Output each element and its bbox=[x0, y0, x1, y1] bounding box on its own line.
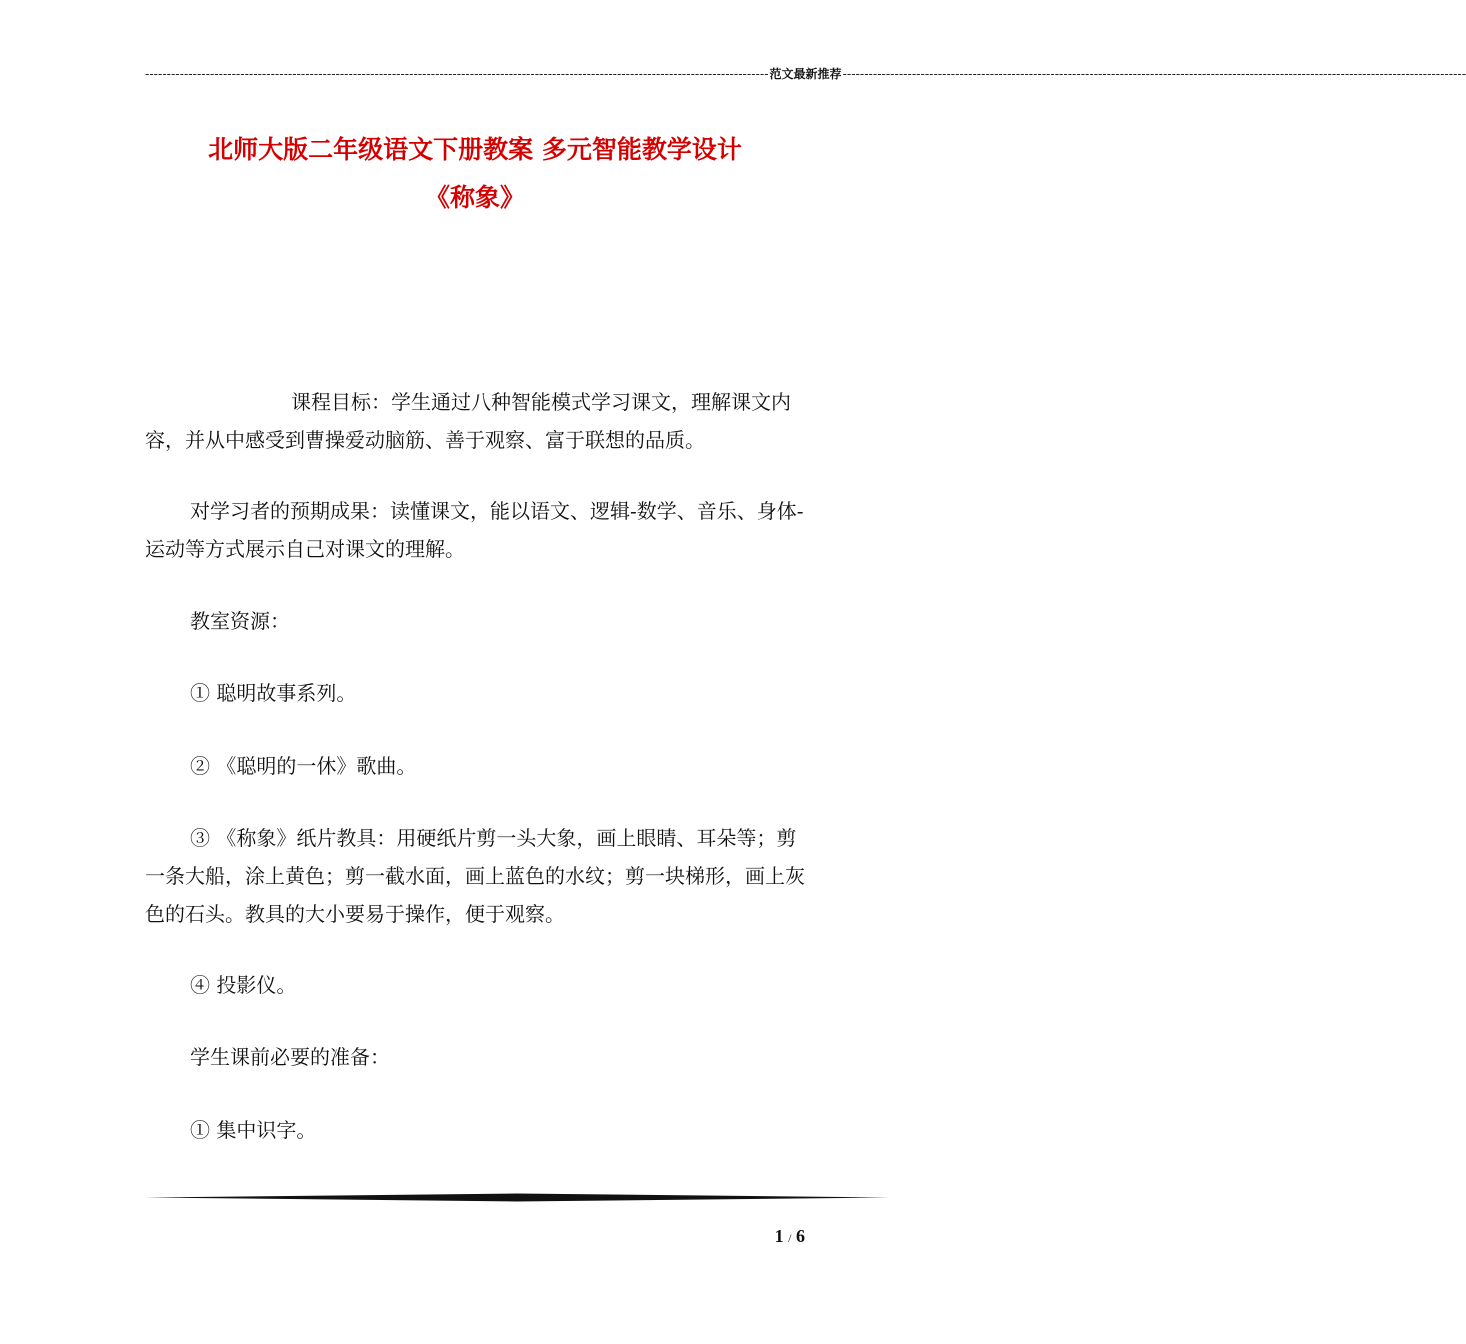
paragraph-classroom-resources: 教室资源： bbox=[190, 609, 290, 633]
footer-divider bbox=[145, 1193, 889, 1202]
page-total: 6 bbox=[796, 1226, 805, 1246]
list-item-resource-2: ② 《聪明的一休》歌曲。 bbox=[190, 754, 417, 778]
page-current: 1 bbox=[774, 1226, 784, 1246]
paragraph-student-preparation: 学生课前必要的准备： bbox=[190, 1045, 390, 1069]
list-item-resource-1: ① 聪明故事系列。 bbox=[190, 681, 357, 705]
document-title bbox=[145, 126, 805, 222]
page-number bbox=[700, 1226, 805, 1247]
header-dashes-right: ------------------------------------------------------------------------------------------------------------------------------------------------ bbox=[842, 67, 1466, 81]
paragraph-course-goal: 课程目标：学生通过八种智能模式学习课文，理解课文内容，并从中感受到曹操爱动脑筋、善于观察、富于联想的品质。 bbox=[145, 390, 791, 452]
page-header bbox=[145, 66, 1466, 82]
header-dashes-left: ------------------------------------------------------------------------------------------------------------------------------------------------ bbox=[145, 67, 769, 81]
page-separator: / bbox=[788, 1231, 792, 1245]
list-item-preparation-1: ① 集中识字。 bbox=[190, 1118, 317, 1142]
paragraph-expected-outcome: 对学习者的预期成果：读懂课文，能以语文、逻辑-数学、音乐、身体-运动等方式展示自己对课文的理解。 bbox=[145, 499, 804, 561]
list-item-resource-4: ④ 投影仪。 bbox=[190, 973, 297, 997]
header-label: 范文最新推荐 bbox=[769, 67, 842, 81]
title-line-1: 北师大版二年级语文下册教案 多元智能教学设计 bbox=[208, 135, 742, 164]
list-item-resource-3: ③ 《称象》纸片教具：用硬纸片剪一头大象，画上眼睛、耳朵等；剪一条大船，涂上黄色；剪一截水面，画上蓝色的水纹；剪一块梯形，画上灰色的石头。教具的大小要易于操作，便于观察。 bbox=[145, 826, 805, 926]
title-line-2: 《称象》 bbox=[424, 183, 525, 212]
